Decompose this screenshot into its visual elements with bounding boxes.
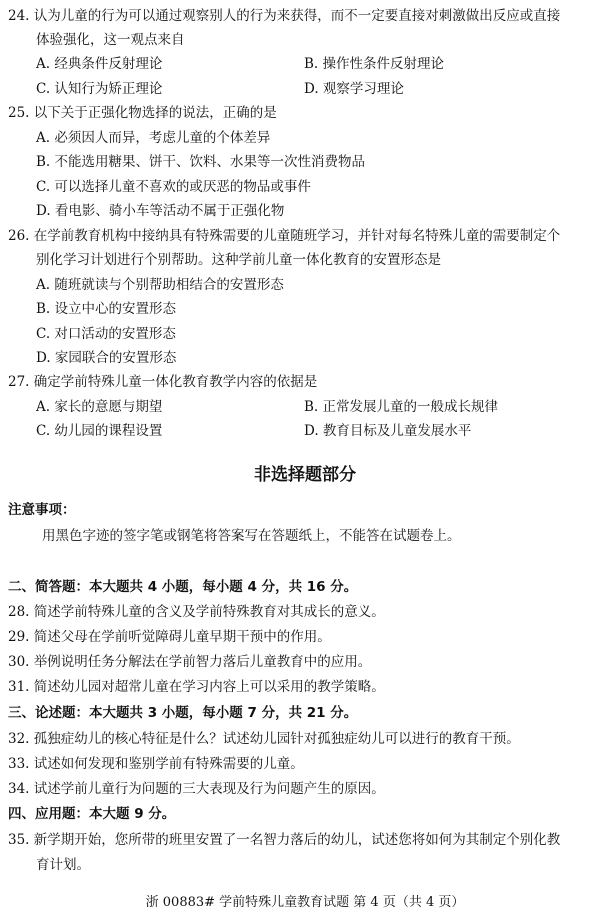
part-title: 非选择题部分 (254, 465, 356, 485)
option-27-d: D. 教育目标及儿童发展水平 (304, 423, 472, 439)
question-30: 30. 举例说明任务分解法在学前智力落后儿童教育中的应用。 (8, 654, 372, 670)
section-3-title: 三、论述题：本大题共 3 小题，每小题 7 分，共 21 分。 (8, 705, 358, 721)
question-35-line-2: 育计划。 (36, 857, 90, 873)
question-26-line-1: 26. 在学前教育机构中接纳具有特殊需要的儿童随班学习，并针对每名特殊儿童的需要制定个 (8, 228, 561, 244)
notice-text: 用黑色字迹的签字笔或钢笔将答案写在答题纸上，不能答在试题卷上。 (42, 528, 461, 544)
option-25-c: C. 可以选择儿童不喜欢的或厌恶的物品或事件 (36, 179, 311, 195)
option-24-a: A. 经典条件反射理论 (36, 56, 163, 72)
question-26-line-2: 别化学习计划进行个别帮助。这种学前儿童一体化教育的安置形态是 (36, 252, 441, 268)
option-27-c: C. 幼儿园的课程设置 (36, 423, 163, 439)
section-4-title: 四、应用题：本大题 9 分。 (8, 806, 176, 822)
notice-title: 注意事项： (8, 502, 76, 518)
question-28: 28. 简述学前特殊儿童的含义及学前特殊教育对其成长的意义。 (8, 604, 385, 620)
question-29: 29. 简述父母在学前听觉障碍儿童早期干预中的作用。 (8, 629, 331, 645)
option-24-b: B. 操作性条件反射理论 (304, 56, 445, 72)
option-27-a: A. 家长的意愿与期望 (36, 399, 163, 415)
question-32: 32. 孤独症幼儿的核心特征是什么？试述幼儿园针对孤独症幼儿可以进行的教育干预。 (8, 731, 520, 747)
question-24-line-1: 24. 认为儿童的行为可以通过观察别人的行为来获得，而不一定要直接对刺激做出反应或直接 (8, 8, 561, 24)
question-31: 31. 简述幼儿园对超常儿童在学习内容上可以采用的教学策略。 (8, 679, 385, 695)
question-25: 25. 以下关于正强化物选择的说法，正确的是 (8, 105, 277, 121)
option-26-d: D. 家园联合的安置形态 (36, 350, 177, 366)
option-25-b: B. 不能选用糖果、饼干、饮料、水果等一次性消费物品 (36, 154, 366, 170)
question-35-line-1: 35. 新学期开始，您所带的班里安置了一名智力落后的幼儿，试述您将如何为其制定个别化教 (8, 832, 561, 848)
option-26-c: C. 对口活动的安置形态 (36, 326, 176, 342)
page-footer: 浙 00883# 学前特殊儿童教育试题 第 4 页（共 4 页） (145, 895, 465, 910)
question-33: 33. 试述如何发现和鉴别学前有特殊需要的儿童。 (8, 756, 304, 772)
question-24-line-2: 体验强化，这一观点来自 (36, 32, 185, 48)
option-24-c: C. 认知行为矫正理论 (36, 81, 163, 97)
question-34: 34. 试述学前儿童行为问题的三大表现及行为问题产生的原因。 (8, 781, 385, 797)
question-27: 27. 确定学前特殊儿童一体化教育教学内容的依据是 (8, 374, 318, 390)
option-26-a: A. 随班就读与个别帮助相结合的安置形态 (36, 277, 284, 293)
option-24-d: D. 观察学习理论 (304, 81, 404, 97)
section-2-title: 二、简答题：本大题共 4 小题，每小题 4 分，共 16 分。 (8, 579, 358, 595)
option-26-b: B. 设立中心的安置形态 (36, 301, 177, 317)
option-25-d: D. 看电影、骑小车等活动不属于正强化物 (36, 203, 285, 219)
option-27-b: B. 正常发展儿童的一般成长规律 (304, 399, 499, 415)
option-25-a: A. 必须因人而异，考虑儿童的个体差异 (36, 130, 271, 146)
